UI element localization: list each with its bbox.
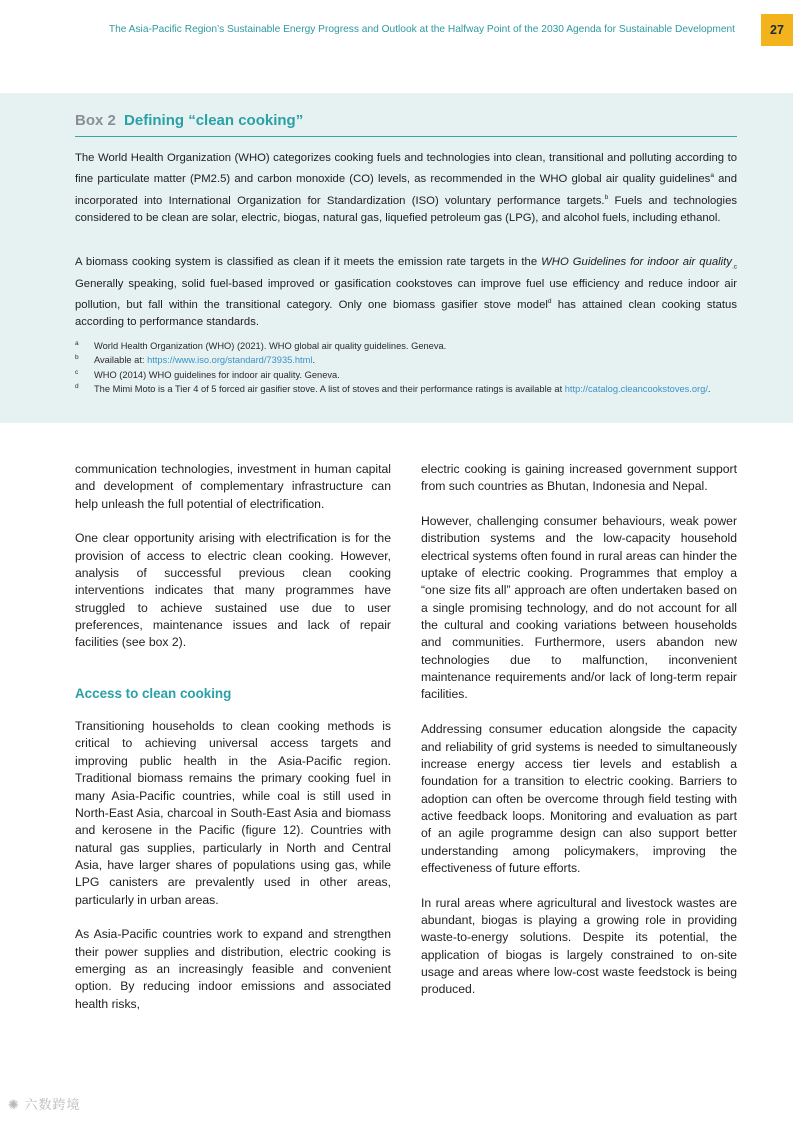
watermark: ✺ 六数跨境 bbox=[8, 1097, 81, 1112]
footnote-link[interactable]: https://www.iso.org/standard/73935.html bbox=[147, 355, 313, 366]
body-paragraph: One clear opportunity arising with electrification is for the provision of access to electric clean cooking. However, analysis of successful previous clean cooking interventions indicates that many programmes have struggled to achieve sustained use due to user preferences, maintenance issues and lack of repair facilities (see box 2). bbox=[75, 531, 391, 650]
body-paragraph: As Asia-Pacific countries work to expand and strengthen their power supplies and distribution, electric cooking is emerging as an increasingly feasible and convenient option. By reducing indoor emissions and associated health risks, bbox=[75, 927, 391, 1011]
box-label: Box 2 bbox=[75, 112, 116, 129]
footnote-link[interactable]: http://catalog.cleancookstoves.org/ bbox=[564, 383, 708, 394]
body-paragraph: electric cooking is gaining increased government support from such countries as Bhutan, Indonesia and Nepal. bbox=[421, 462, 737, 494]
footnote: b Available at: https://www.iso.org/standard/73935.html. bbox=[75, 354, 316, 366]
box-title: Defining “clean cooking” bbox=[124, 112, 304, 129]
body-paragraph: Addressing consumer education alongside the capacity and reliability of grid systems is needed to simultaneously increase energy access tier levels and establish a foundation for a transition to electric cooking. Barriers to adoption can often be overcome through field testing with active feedback loops. Monitoring and evaluation as part of an agile programme design can also support better understanding among policymakers, improving the effectiveness of future efforts. bbox=[421, 722, 737, 875]
footnote: c WHO (2014) WHO guidelines for indoor air quality. Geneva. bbox=[75, 368, 340, 380]
watermark-logo-icon: ✺ bbox=[8, 1097, 25, 1112]
box-paragraph-2: A biomass cooking system is classified as clean if it meets the emission rate targets in the WHO Guidelines for indoor air quality$_{.c}$ Generally speaking, solid fuel-based improved or gasification cookstoves can improve fuel use efficiency and reduce indoor air pollution, but fall within the transitional category. Only one biomass gasifier stove model$^d$ has attained clean cooking status according to performance standards. bbox=[75, 256, 737, 329]
box-paragraph-1: The World Health Organization (WHO) categorizes cooking fuels and technologies into clean, transitional and polluting according to fine particulate matter (PM2.5) and carbon monoxide (CO) levels, as recommended in the WHO global air quality guidelines$^a$ and incorporated into International Organization for Standardization (ISO) voluntary performance targets.$^b$ Fuels and technologies considered to be clean are solar, electric, biogas, natural gas, liquefied petroleum gas (LPG), and alcohol fuels, including ethanol. bbox=[75, 152, 737, 224]
right-column bbox=[421, 461, 737, 1016]
running-title: The Asia-Pacific Region’s Sustainable Energy Progress and Outlook at the Halfway Point of the 2030 Agenda for Sustainable Development bbox=[108, 24, 735, 35]
footnotes bbox=[75, 339, 737, 396]
body-paragraph: However, challenging consumer behaviours, weak power distribution systems and the low-capacity household electrical systems often found in rural areas can hinder the uptake of electric cooking. Programmes that employ a “one size fits all” approach are often undertaken based on a single promising technology, and do not account for all the cultural and cooking variations between households and communities. Furthermore, users abandon new technologies due to malfunction, inconvenient maintenance requirements and/or lack of long-term repair facilities. bbox=[421, 514, 737, 702]
body-paragraph: communication technologies, investment in human capital and development of complementary infrastructure can help unleash the full potential of electrification. bbox=[75, 462, 391, 511]
body-paragraph: In rural areas where agricultural and livestock wastes are abundant, biogas is playing a growing role in providing waste-to-energy solutions. Despite its potential, the application of biogas is largely constrained to on-site usage and areas where low-cost waste feedstock is being produced. bbox=[421, 895, 737, 997]
page-number: 27 bbox=[761, 14, 793, 46]
footnote: d The Mimi Moto is a Tier 4 of 5 forced air gasifier stove. A list of stoves and their performance ratings is available at http://catalog.cleancookstoves.org/. bbox=[75, 382, 711, 394]
footnote: a World Health Organization (WHO) (2021). WHO global air quality guidelines. Geneva. bbox=[75, 340, 447, 351]
page-header bbox=[0, 0, 793, 62]
box-heading bbox=[75, 112, 737, 137]
section-heading: Access to clean cooking bbox=[75, 685, 232, 701]
left-column bbox=[75, 461, 391, 1030]
body-paragraph: Transitioning households to clean cooking methods is critical to achieving universal access targets and improving public health in the Asia-Pacific region. Traditional biomass remains the primary cooking fuel in many Asia-Pacific countries, while coal is still used in North-East Asia, charcoal in South-East Asia and biomass and kerosene in the Pacific (figure 12). Countries with natural gas supplies, particularly in North and Central Asia, have larger shares of populations using gas, while LPG canisters are prevalently used in other areas, particularly in urban areas. bbox=[75, 719, 391, 907]
